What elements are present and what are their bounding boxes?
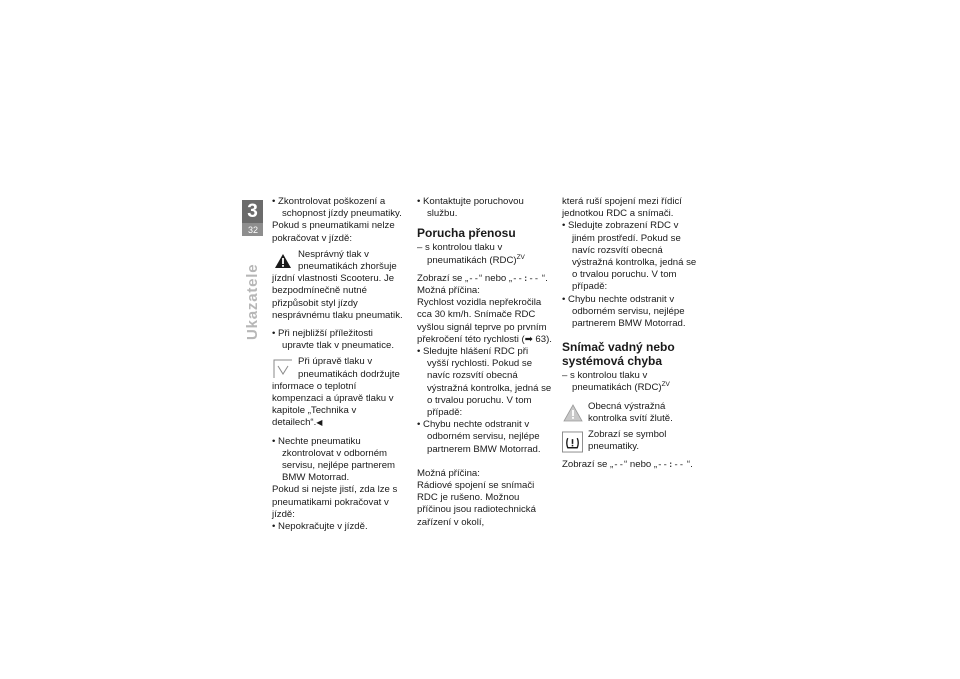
bullet-fix-service: • Chybu nechte odstranit v odborném servisu, nejlépe partnerem BMW Motorrad. <box>417 419 541 455</box>
bullet-observe-rdc: • Sledujte hlášení RDC při vyšší rychlosti. Pokud se navíc rozsvítí obecná výstražná kontrolka, jedná se o trvalou poruchu. V tom případě: <box>417 346 552 419</box>
cause2-label: Možná příčina: <box>417 467 480 479</box>
bullet-observe-other-env: • Sledujte zobrazení RDC v jiném prostředí. Pokud se navíc rozsvítí obecná výstražná kontrolka, jedná se o trvalou poruchu. V tom případě: <box>562 220 697 293</box>
end-mark-icon: ◀ <box>316 418 323 428</box>
cause-label: Možná příčina: <box>417 285 480 297</box>
dash-rdc: – s kontrolou tlaku v pneumatikách (RDC)$^{ZV}$ <box>417 242 525 266</box>
paragraph-cannot-continue: Pokud s pneumatikami nelze pokračovat v jízdě: <box>272 220 395 244</box>
bullet-check-damage: • Zkontrolovat poškození a schopnost jízdy pneumatiky. <box>272 196 402 220</box>
display-line-2: Zobrazí se „--“ nebo „--:-- “. <box>562 459 693 471</box>
bullet-adjust-pressure: • Při nejbližší příležitosti upravte tlak v pneumatice. <box>272 328 394 352</box>
bullet-service-check: • Nechte pneumatiku zkontrolovat v odborném servisu, nejlépe partnerem BMW Motorrad. <box>272 435 396 484</box>
column-2 <box>417 196 552 529</box>
info-note-text: Při úpravě tlaku v pneumatikách dodržujte informace o teplotní kompenzaci a úpravě tlaku v kapitole „Technika v detailech“.◀ <box>272 356 400 429</box>
paragraph-unsure: Pokud si nejste jistí, zda lze s pneumatikami pokračovat v jízdě: <box>272 484 398 520</box>
warning-light-note <box>562 401 700 425</box>
warning-triangle-icon <box>272 251 293 272</box>
tire-pressure-icon <box>562 431 583 452</box>
display-line: Zobrazí se „--“ nebo „--:-- “. <box>417 272 548 284</box>
cause-text: Rychlost vozidla nepřekročila cca 30 km/h. Snímače RDC vyšlou signál teprve po prvním překročení této rychlosti (➡ 63). <box>417 297 552 345</box>
cause2-text: Rádiové spojení se snímači RDC je rušeno. Možnou příčinou jsou radiotechnická zařízení v okolí, <box>417 480 536 528</box>
bullet-stop-riding: • Nepokračujte v jízdě. <box>272 521 368 533</box>
section-label: Ukazatele <box>244 263 261 340</box>
tire-symbol-note <box>562 429 700 453</box>
note-corner-icon <box>272 358 293 379</box>
bullet-fix-service-2: • Chybu nechte odstranit v odborném servisu, nejlépe partnerem BMW Motorrad. <box>562 293 686 330</box>
warning-text: Nesprávný tlak v pneumatikách zhoršuje jízdní vlastnosti Scooteru. Je bezpodmínečně nutné přizpůsobit styl jízdy nesprávnému tlaku pneumatik. <box>272 248 403 321</box>
column-1 <box>272 196 407 533</box>
paragraph-interference: která ruší spojení mezi řídicí jednotkou RDC a snímači. <box>562 196 682 220</box>
column-3 <box>562 196 700 472</box>
info-note <box>272 356 407 429</box>
warning-light-icon <box>562 403 583 424</box>
warning-light-text: Obecná výstražná kontrolka svítí žlutě. <box>588 400 673 424</box>
chapter-number: 3 <box>247 201 258 222</box>
tire-symbol-text: Zobrazí se symbol pneumatiky. <box>588 429 667 453</box>
heading-transmission-fault: Porucha přenosu <box>417 226 516 241</box>
heading-sensor-defect: Snímač vadný nebo systémová chyba <box>562 340 675 369</box>
dash-rdc-2: – s kontrolou tlaku v pneumatikách (RDC)$^{ZV}$ <box>562 370 670 394</box>
page-number: 32 <box>247 225 258 235</box>
warning-note <box>272 249 407 322</box>
bullet-contact-service: • Kontaktujte poruchovou službu. <box>417 196 524 220</box>
